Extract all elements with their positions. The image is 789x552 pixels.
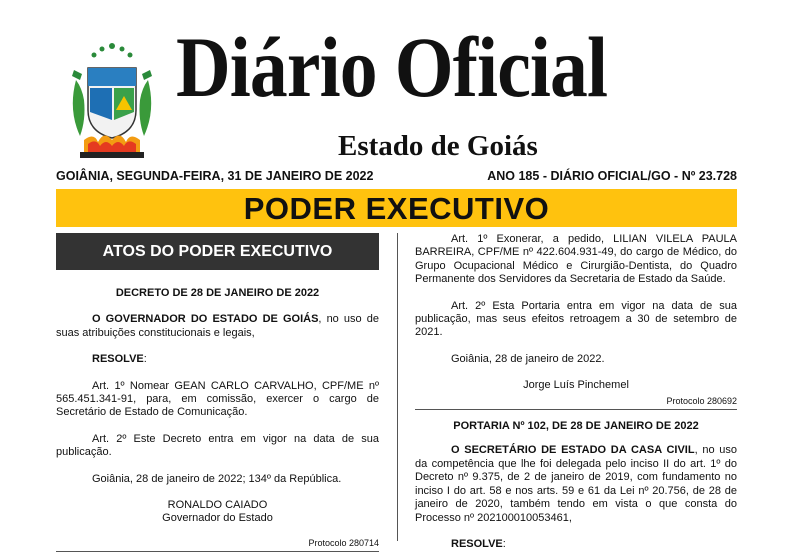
governor-label: O GOVERNADOR DO ESTADO DE GOIÁS	[92, 313, 319, 326]
publication-subtitle: Estado de Goiás	[338, 130, 538, 162]
protocol-number: Protocolo 280714	[56, 537, 379, 552]
portaria-date: Goiânia, 28 de janeiro de 2022.	[451, 352, 605, 365]
portaria-title: PORTARIA Nº 102, DE 28 DE JANEIRO DE 2022	[453, 420, 699, 433]
issue-number: ANO 185 - DIÁRIO OFICIAL/GO - Nº 23.728	[487, 169, 737, 183]
masthead	[0, 0, 789, 168]
preamble-text: , no uso de suas atribuições constitucionais e legais,	[56, 313, 379, 339]
resolve-line	[56, 353, 379, 366]
portaria-resolve-label: RESOLVE	[451, 537, 503, 550]
decree-date: Goiânia, 28 de janeiro de 2022; 134º da República.	[92, 472, 342, 485]
issue-date: GOIÂNIA, SEGUNDA-FEIRA, 31 DE JANEIRO DE 2022	[56, 169, 374, 183]
portaria-article-1: Art. 1º Exonerar, a pedido, LILIAN VILELA PAULA BARREIRA, CPF/ME nº 422.604.931-49, do cargo de Médico, do Grupo Ocupacional Médico e Cirurgião-Dentista, do Quadro Permanente dos Servidores da Secretaria de Estado da Saúde.	[415, 233, 737, 286]
publication-title: Diário Oficial	[176, 19, 608, 115]
portaria-preamble	[415, 444, 737, 524]
portaria-protocol: Protocolo 280692	[415, 395, 737, 410]
portaria-article-2: Art. 2º Esta Portaria entra em vigor na data de sua publicação, mas seus efeitos retroagem a 30 de setembro de 2021.	[415, 299, 737, 339]
state-coat-of-arms-icon	[66, 40, 158, 162]
portaria-resolve-colon: :	[502, 537, 506, 550]
portaria-resolve-line	[415, 538, 737, 551]
right-column	[415, 233, 737, 551]
portaria-signatory: Jorge Luís Pinchemel	[523, 379, 629, 392]
signatory-name: RONALDO CAIADO	[167, 499, 268, 512]
secretary-label: O SECRETÁRIO DE ESTADO DA CASA CIVIL	[451, 444, 695, 457]
decree-preamble	[56, 313, 379, 340]
resolve-colon: :	[143, 353, 147, 366]
left-column	[56, 233, 379, 552]
portaria-preamble-text: , no uso da competência que lhe foi delegada pelo inciso II do art. 1º do Decreto nº 9.375, de 2 de janeiro de 2019, com fundamento no inciso I do art. 58 e nos arts. 59 e 61 da Lei nº 20.756, de 28 de janeiro de 2020, também tendo em vista o que consta do Processo nº 202100010053461,	[415, 444, 737, 524]
decree-article-2: Art. 2º Este Decreto entra em vigor na data de sua publicação.	[56, 432, 379, 459]
decree-title: DECRETO DE 28 DE JANEIRO DE 2022	[115, 287, 320, 299]
decree-article-1: Art. 1º Nomear GEAN CARLO CARVALHO, CPF/ME nº 565.451.341-91, para, em comissão, exercer o cargo de Secretário de Estado de Comunicação.	[56, 379, 379, 419]
section-band-label: PODER EXECUTIVO	[243, 191, 550, 226]
acts-section-title: ATOS DO PODER EXECUTIVO	[56, 233, 379, 270]
signatory-role: Governador do Estado	[162, 512, 273, 525]
resolve-label: RESOLVE	[92, 353, 144, 366]
section-band	[56, 189, 737, 227]
issue-info-bar	[56, 169, 737, 185]
column-divider	[397, 233, 398, 541]
